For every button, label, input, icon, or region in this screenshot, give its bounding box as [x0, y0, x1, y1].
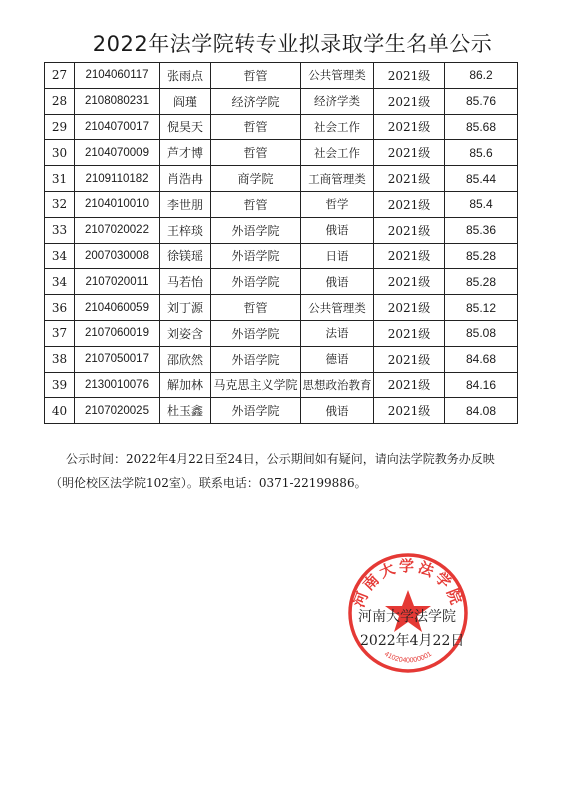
student-name-cell: 邵欣然 — [160, 346, 211, 372]
row-number-cell: 40 — [45, 398, 75, 424]
original-college-cell: 马克思主义学院 — [211, 372, 301, 398]
student-name-cell: 王梓琰 — [160, 217, 211, 243]
score-cell: 85.68 — [445, 114, 518, 140]
score-cell: 85.28 — [445, 243, 518, 269]
table-row — [45, 269, 518, 295]
score-cell: 85.28 — [445, 269, 518, 295]
original-college-cell: 外语学院 — [211, 398, 301, 424]
score-cell: 84.68 — [445, 346, 518, 372]
table-row — [45, 191, 518, 217]
grade-cell: 2021级 — [374, 191, 445, 217]
student-name-cell: 徐镁瑶 — [160, 243, 211, 269]
grade-cell: 2021级 — [374, 243, 445, 269]
table-row — [45, 372, 518, 398]
table-row — [45, 217, 518, 243]
admitted-major-cell: 日语 — [301, 243, 374, 269]
admitted-major-cell: 德语 — [301, 346, 374, 372]
score-cell: 85.12 — [445, 295, 518, 321]
row-number-cell: 30 — [45, 140, 75, 166]
signature-date: 2022年4月22日 — [360, 633, 465, 649]
original-college-cell: 外语学院 — [211, 217, 301, 243]
row-number-cell: 38 — [45, 346, 75, 372]
page-title: 2022年法学院转专业拟录取学生名单公示 — [92, 32, 493, 56]
admitted-major-cell: 经济学类 — [301, 88, 374, 114]
student-name-cell: 阎瑾 — [160, 88, 211, 114]
row-number-cell: 34 — [45, 243, 75, 269]
admitted-major-cell: 公共管理类 — [301, 63, 374, 89]
student-id-cell: 2109110182 — [75, 166, 160, 192]
student-name-cell: 李世朋 — [160, 191, 211, 217]
row-number-cell: 32 — [45, 191, 75, 217]
grade-cell: 2021级 — [374, 320, 445, 346]
grade-cell: 2021级 — [374, 346, 445, 372]
original-college-cell: 哲管 — [211, 140, 301, 166]
student-id-cell: 2104070017 — [75, 114, 160, 140]
student-id-cell: 2107060019 — [75, 320, 160, 346]
original-college-cell: 经济学院 — [211, 88, 301, 114]
grade-cell: 2021级 — [374, 166, 445, 192]
grade-cell: 2021级 — [374, 140, 445, 166]
student-id-cell: 2104010010 — [75, 191, 160, 217]
original-college-cell: 哲管 — [211, 114, 301, 140]
table-row — [45, 295, 518, 321]
admitted-major-cell: 俄语 — [301, 217, 374, 243]
seal-code: 4102040000001 — [382, 650, 434, 665]
score-cell: 86.2 — [445, 63, 518, 89]
table-row — [45, 166, 518, 192]
table-row — [45, 88, 518, 114]
notice-text — [52, 447, 552, 495]
student-id-cell: 2108080231 — [75, 88, 160, 114]
original-college-cell: 外语学院 — [211, 346, 301, 372]
score-cell: 85.76 — [445, 88, 518, 114]
admitted-major-cell: 社会工作 — [301, 114, 374, 140]
student-name-cell: 芦才博 — [160, 140, 211, 166]
admitted-major-cell: 法语 — [301, 320, 374, 346]
original-college-cell: 哲管 — [211, 63, 301, 89]
admitted-major-cell: 工商管理类 — [301, 166, 374, 192]
row-number-cell: 29 — [45, 114, 75, 140]
table-row — [45, 243, 518, 269]
admitted-major-cell: 俄语 — [301, 269, 374, 295]
admitted-major-cell: 社会工作 — [301, 140, 374, 166]
original-college-cell: 商学院 — [211, 166, 301, 192]
grade-cell: 2021级 — [374, 295, 445, 321]
student-id-cell: 2104060117 — [75, 63, 160, 89]
student-name-cell: 肖浩冉 — [160, 166, 211, 192]
row-number-cell: 37 — [45, 320, 75, 346]
table-row — [45, 140, 518, 166]
student-id-cell: 2007030008 — [75, 243, 160, 269]
admission-table — [44, 62, 518, 424]
seal-arc-text: 河南大学法学院 — [349, 557, 467, 610]
row-number-cell: 34 — [45, 269, 75, 295]
row-number-cell: 39 — [45, 372, 75, 398]
table-row — [45, 346, 518, 372]
admitted-major-cell: 俄语 — [301, 398, 374, 424]
original-college-cell: 外语学院 — [211, 269, 301, 295]
table-row — [45, 114, 518, 140]
score-cell: 85.36 — [445, 217, 518, 243]
grade-cell: 2021级 — [374, 63, 445, 89]
student-id-cell: 2130010076 — [75, 372, 160, 398]
table-row — [45, 63, 518, 89]
student-id-cell: 2104070009 — [75, 140, 160, 166]
row-number-cell: 31 — [45, 166, 75, 192]
student-id-cell: 2104060059 — [75, 295, 160, 321]
notice-line-1: 公示时间：2022年4月22日至24日，公示期间如有疑问，请向法学院教务办反映 — [66, 452, 495, 466]
grade-cell: 2021级 — [374, 372, 445, 398]
original-college-cell: 哲管 — [211, 191, 301, 217]
score-cell: 85.6 — [445, 140, 518, 166]
score-cell: 85.44 — [445, 166, 518, 192]
grade-cell: 2021级 — [374, 217, 445, 243]
row-number-cell: 27 — [45, 63, 75, 89]
grade-cell: 2021级 — [374, 269, 445, 295]
student-id-cell: 2107020022 — [75, 217, 160, 243]
notice-line-2: （明伦校区法学院102室）。联系电话：0371-22199886。 — [50, 476, 367, 490]
admitted-major-cell: 哲学 — [301, 191, 374, 217]
admitted-major-cell: 思想政治教育 — [301, 372, 374, 398]
original-college-cell: 外语学院 — [211, 243, 301, 269]
student-id-cell: 2107020025 — [75, 398, 160, 424]
signature-organization: 河南大学法学院 — [358, 609, 456, 625]
row-number-cell: 36 — [45, 295, 75, 321]
original-college-cell: 外语学院 — [211, 320, 301, 346]
table-row — [45, 320, 518, 346]
score-cell: 84.16 — [445, 372, 518, 398]
original-college-cell: 哲管 — [211, 295, 301, 321]
table-row — [45, 398, 518, 424]
grade-cell: 2021级 — [374, 398, 445, 424]
row-number-cell: 28 — [45, 88, 75, 114]
student-name-cell: 倪昊天 — [160, 114, 211, 140]
score-cell: 85.4 — [445, 191, 518, 217]
student-name-cell: 解加林 — [160, 372, 211, 398]
score-cell: 85.08 — [445, 320, 518, 346]
row-number-cell: 33 — [45, 217, 75, 243]
score-cell: 84.08 — [445, 398, 518, 424]
admitted-major-cell: 公共管理类 — [301, 295, 374, 321]
student-id-cell: 2107020011 — [75, 269, 160, 295]
student-name-cell: 张雨点 — [160, 63, 211, 89]
student-name-cell: 刘丁源 — [160, 295, 211, 321]
grade-cell: 2021级 — [374, 114, 445, 140]
table-body — [45, 63, 518, 424]
grade-cell: 2021级 — [374, 88, 445, 114]
student-name-cell: 杜玉鑫 — [160, 398, 211, 424]
student-name-cell: 刘姿含 — [160, 320, 211, 346]
student-name-cell: 马若怡 — [160, 269, 211, 295]
student-id-cell: 2107050017 — [75, 346, 160, 372]
